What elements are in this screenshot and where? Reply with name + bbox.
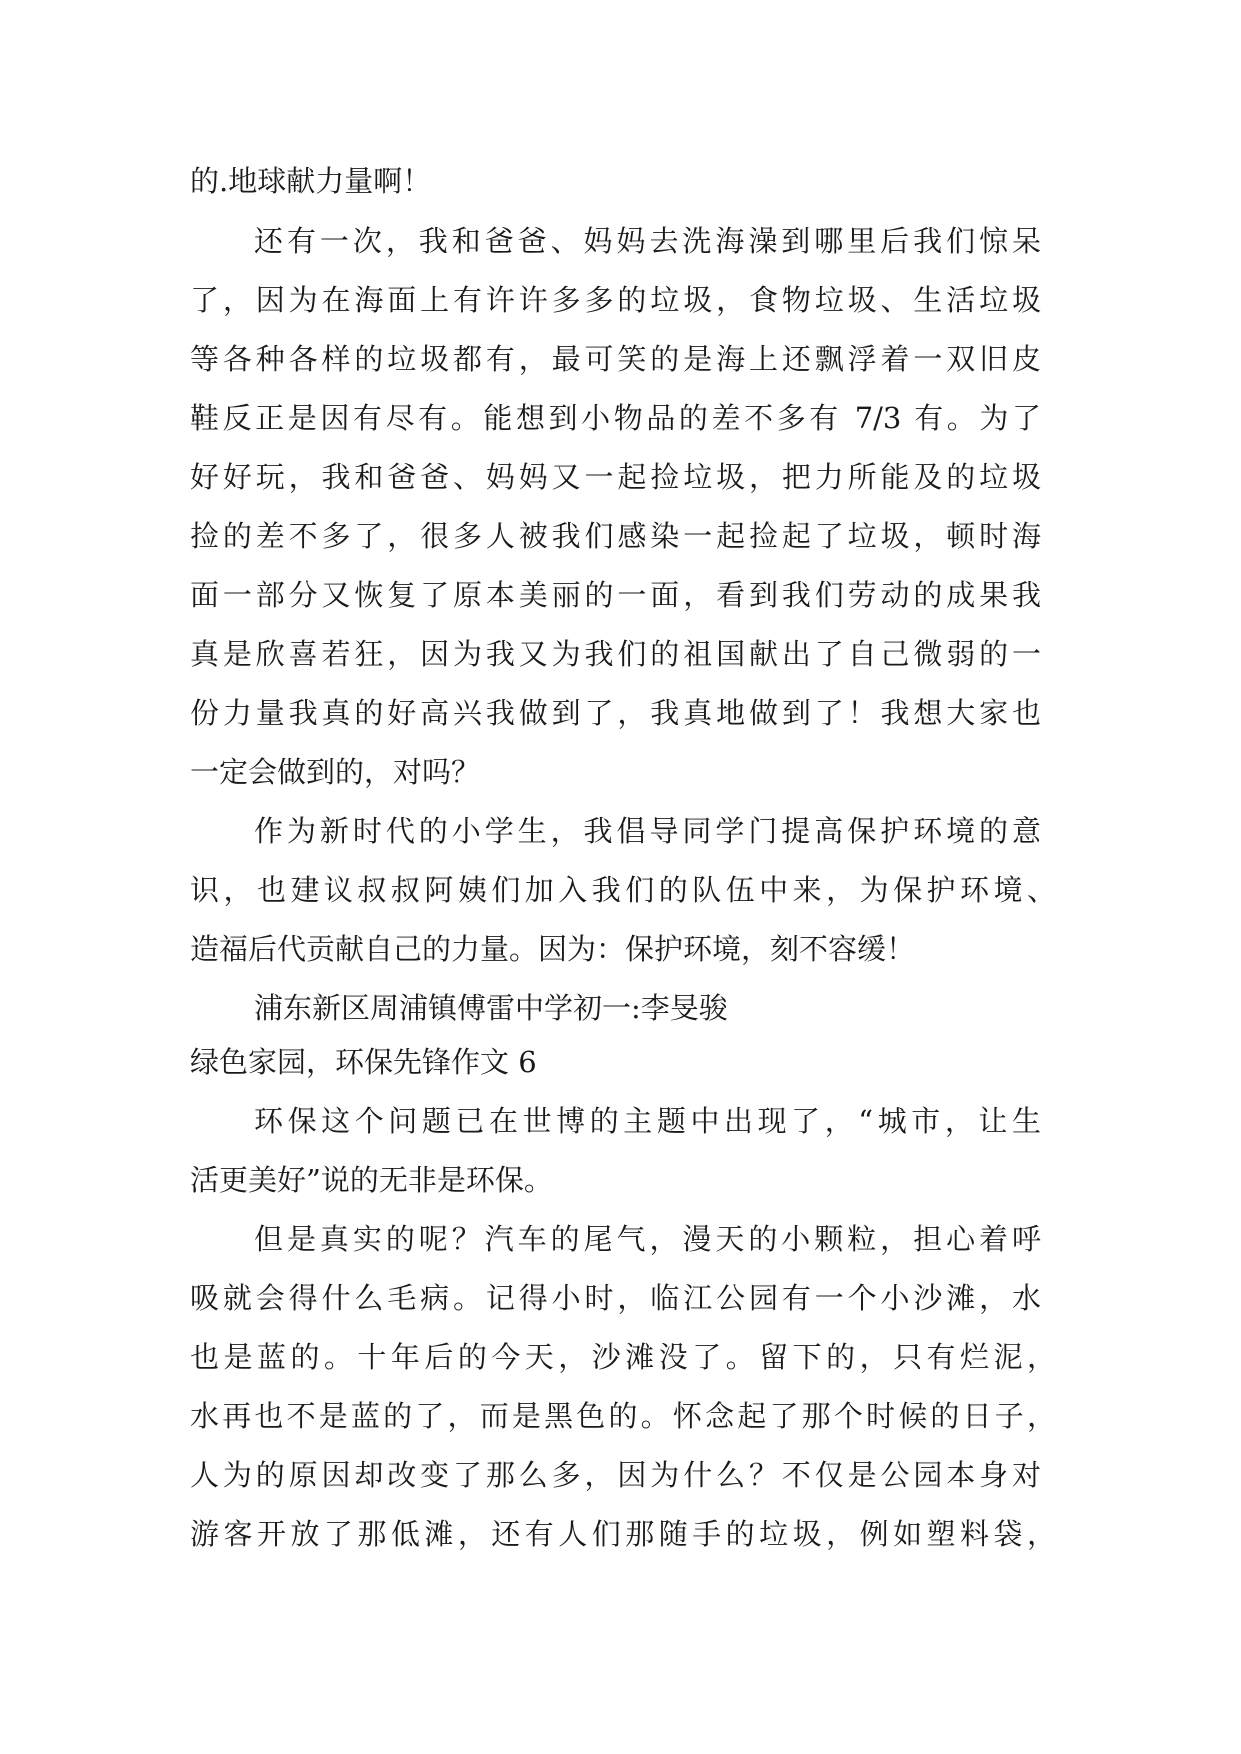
paragraph-line: 一定会做到的，对吗？: [190, 755, 481, 789]
paragraph-line: 鞋反正是因有尽有。能想到小物品的差不多有 7/3 有。为了: [190, 401, 1041, 435]
paragraph-line: 也是蓝的。十年后的今天，沙滩没了。留下的，只有烂泥，: [190, 1340, 1056, 1374]
paragraph-line: 人为的原因却改变了那么多，因为什么？不仅是公园本身对: [190, 1458, 1041, 1492]
paragraph-line: 真是欣喜若狂，因为我又为我们的祖国献出了自己微弱的一: [190, 637, 1041, 671]
paragraph-line: 活更美好”说的无非是环保。: [190, 1163, 553, 1197]
paragraph-line: 游客开放了那低滩，还有人们那随手的垃圾，例如塑料袋，: [190, 1517, 1056, 1551]
author-line: 浦东新区周浦镇傅雷中学初一:李旻骏: [254, 991, 728, 1025]
paragraph-line: 捡的差不多了，很多人被我们感染一起捡起了垃圾，顿时海: [190, 519, 1041, 553]
paragraph-line: 水再也不是蓝的了，而是黑色的。怀念起了那个时候的日子，: [190, 1399, 1056, 1433]
paragraph-line: 面一部分又恢复了原本美丽的一面，看到我们劳动的成果我: [190, 578, 1041, 612]
paragraph-line: 环保这个问题已在世博的主题中出现了，“城市，让生: [254, 1104, 1041, 1138]
paragraph-line: 等各种各样的垃圾都有，最可笑的是海上还飘浮着一双旧皮: [190, 342, 1041, 376]
paragraph-line: 吸就会得什么毛病。记得小时，临江公园有一个小沙滩，水: [190, 1281, 1041, 1315]
paragraph-line: 识，也建议叔叔阿姨们加入我们的队伍中来，为保护环境、: [190, 873, 1056, 907]
paragraph-line: 但是真实的呢？汽车的尾气，漫天的小颗粒，担心着呼: [254, 1222, 1041, 1256]
paragraph-line: 造福后代贡献自己的力量。因为：保护环境，刻不容缓！: [190, 932, 916, 966]
paragraph-line: 了，因为在海面上有许许多多的垃圾，食物垃圾、生活垃圾: [190, 283, 1041, 317]
essay-heading: 绿色家园，环保先锋作文 6: [190, 1045, 537, 1079]
paragraph-line: 还有一次，我和爸爸、妈妈去洗海澡到哪里后我们惊呆: [254, 224, 1041, 258]
text-line: 的.地球献力量啊！: [190, 164, 432, 198]
paragraph-line: 份力量我真的好高兴我做到了，我真地做到了！我想大家也: [190, 696, 1041, 730]
paragraph-line: 好好玩，我和爸爸、妈妈又一起捡垃圾，把力所能及的垃圾: [190, 460, 1041, 494]
paragraph-line: 作为新时代的小学生，我倡导同学门提高保护环境的意: [254, 814, 1041, 848]
